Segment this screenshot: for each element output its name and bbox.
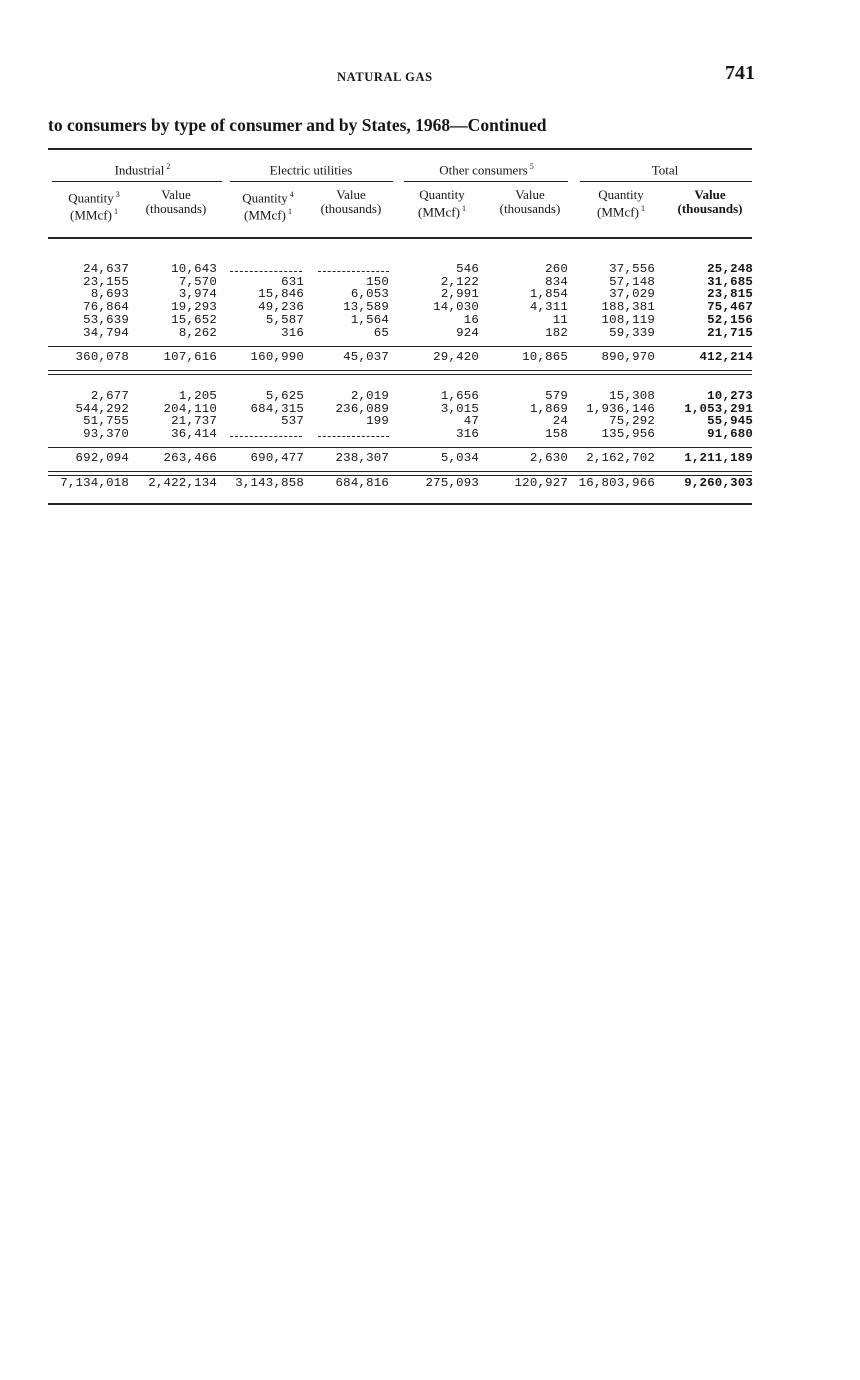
data-row-other-quantity: 1,656	[440, 389, 479, 403]
subtotal-row-industrial-value: 263,466	[163, 451, 217, 465]
data-row-total-quantity: 15,308	[609, 389, 655, 403]
data-row-other-value: 1,869	[529, 401, 568, 416]
subtotal-row-total-quantity: 890,970	[601, 350, 655, 364]
subtotal-row-other-value: 2,630	[529, 451, 568, 465]
running-head: NATURAL GAS	[337, 70, 433, 84]
data-row-total-quantity: 75,292	[609, 414, 655, 429]
section-double-rule-2a	[48, 471, 752, 472]
data-row-total-quantity: 108,119	[601, 312, 655, 327]
col-head-total-value: Value (thousands)	[677, 187, 743, 216]
data-row-total-value: 31,685	[707, 274, 753, 289]
data-row-other-quantity: 316	[456, 427, 479, 442]
subtotal-row-other-value: 10,865	[522, 350, 568, 364]
data-row-industrial-value: 1,205	[178, 389, 217, 403]
data-row-industrial-value: 10,643	[171, 262, 217, 276]
subtotal-row-industrial-value: 107,616	[163, 350, 217, 364]
group-rule-electric-utilities	[230, 181, 393, 182]
data-row-industrial-value: 36,414	[171, 427, 217, 442]
grand-total-row-industrial-quantity: 7,134,018	[60, 476, 129, 490]
data-row-total-value: 75,467	[707, 300, 753, 315]
subtotal-row-other-quantity: 5,034	[440, 451, 479, 465]
subtotal-row-industrial-quantity: 360,078	[75, 350, 129, 364]
data-row-electric-quantity: 15,846	[258, 287, 304, 302]
data-row-total-value: 1,053,291	[684, 401, 753, 416]
data-row-industrial-quantity: 8,693	[90, 287, 129, 302]
grand-total-row-electric-value: 684,816	[335, 476, 389, 490]
data-row-other-quantity: 3,015	[440, 401, 479, 416]
empty-cell-dashes	[230, 271, 302, 272]
data-row-total-value: 91,680	[707, 427, 753, 442]
data-row-industrial-quantity: 544,292	[75, 401, 129, 416]
grand-total-row-other-value: 120,927	[514, 476, 568, 490]
empty-cell-dashes	[230, 436, 302, 437]
subtotal-row-industrial-quantity: 692,094	[75, 451, 129, 465]
data-row-industrial-value: 7,570	[178, 274, 217, 289]
subtotal-row-total-value: 412,214	[699, 350, 753, 364]
data-row-other-value: 182	[545, 325, 568, 340]
data-row-other-value: 158	[545, 427, 568, 442]
data-row-industrial-quantity: 23,155	[83, 274, 129, 289]
data-row-electric-value: 13,589	[343, 300, 389, 315]
data-row-other-value: 1,854	[529, 287, 568, 302]
header-bottom-rule	[48, 237, 752, 239]
group-rule-other-consumers	[404, 181, 568, 182]
grand-total-row-total-value: 9,260,303	[684, 476, 753, 490]
data-row-other-quantity: 14,030	[433, 300, 479, 315]
data-row-electric-quantity: 316	[281, 325, 304, 340]
data-row-electric-quantity: 49,236	[258, 300, 304, 315]
col-head-other-quantity: Quantity (MMcf) $^1$	[418, 187, 466, 220]
data-row-industrial-value: 8,262	[178, 325, 217, 340]
col-head-electric-value: Value (thousands)	[320, 187, 382, 216]
group-header-electric-utilities: Electric utilities	[269, 162, 353, 178]
data-row-total-value: 55,945	[707, 414, 753, 429]
data-row-industrial-value: 21,737	[171, 414, 217, 429]
data-row-electric-value: 236,089	[335, 401, 389, 416]
page-number: 741	[725, 62, 755, 84]
data-row-total-quantity: 188,381	[601, 300, 655, 315]
data-row-total-quantity: 57,148	[609, 274, 655, 289]
col-head-industrial-quantity: Quantity $^3$ (MMcf) $^1$	[68, 190, 120, 223]
data-row-other-value: 11	[552, 312, 568, 327]
data-row-electric-quantity: 5,587	[265, 312, 304, 327]
data-row-electric-value: 199	[366, 414, 389, 429]
data-row-other-quantity: 546	[456, 262, 479, 276]
grand-total-row-electric-quantity: 3,143,858	[235, 476, 304, 490]
table-title: to consumers by type of consumer and by States, 1968—Continued	[48, 115, 547, 135]
subtotal-row-electric-quantity: 160,990	[250, 350, 304, 364]
section-double-rule-1b	[48, 374, 752, 375]
data-row-industrial-quantity: 2,677	[90, 389, 129, 403]
data-row-industrial-quantity: 93,370	[83, 427, 129, 442]
data-row-total-value: 23,815	[707, 287, 753, 302]
data-row-industrial-quantity: 76,864	[83, 300, 129, 315]
data-row-total-value: 21,715	[707, 325, 753, 340]
data-row-industrial-quantity: 51,755	[83, 414, 129, 429]
group-rule-industrial	[52, 181, 222, 182]
subtotal-row-total-quantity: 2,162,702	[586, 451, 655, 465]
col-head-electric-quantity: Quantity $^4$ (MMcf) $^1$	[242, 190, 294, 223]
data-row-industrial-quantity: 34,794	[83, 325, 129, 340]
data-row-industrial-value: 15,652	[171, 312, 217, 327]
data-row-total-value: 25,248	[707, 262, 753, 276]
data-row-other-value: 4,311	[529, 300, 568, 315]
data-row-other-quantity: 47	[463, 414, 479, 429]
col-head-other-value: Value (thousands)	[499, 187, 561, 216]
subtotal-row-electric-value: 238,307	[335, 451, 389, 465]
data-row-electric-quantity: 537	[281, 414, 304, 429]
data-row-industrial-value: 3,974	[178, 287, 217, 302]
data-row-other-value: 579	[545, 389, 568, 403]
subtotal-1-top-rule	[48, 346, 752, 347]
data-row-electric-quantity: 5,625	[265, 389, 304, 403]
col-head-total-quantity: Quantity (MMcf) $^1$	[597, 187, 645, 220]
data-row-total-quantity: 1,936,146	[586, 401, 655, 416]
data-row-electric-value: 1,564	[350, 312, 389, 327]
data-row-other-quantity: 2,122	[440, 274, 479, 289]
section-double-rule-1a	[48, 370, 752, 371]
data-row-electric-quantity: 631	[281, 274, 304, 289]
data-row-industrial-value: 19,293	[171, 300, 217, 315]
section-double-rule-2b	[48, 475, 752, 476]
data-row-total-quantity: 37,029	[609, 287, 655, 302]
data-row-other-quantity: 924	[456, 325, 479, 340]
group-header-industrial: Industrial $^2$	[114, 162, 171, 178]
table-bottom-rule	[48, 503, 752, 505]
grand-total-row-other-quantity: 275,093	[425, 476, 479, 490]
data-row-other-quantity: 16	[463, 312, 479, 327]
top-rule	[48, 148, 752, 150]
data-row-industrial-quantity: 53,639	[83, 312, 129, 327]
group-header-total: Total	[651, 162, 679, 178]
subtotal-2-top-rule	[48, 447, 752, 448]
data-row-electric-value: 150	[366, 274, 389, 289]
subtotal-row-other-quantity: 29,420	[433, 350, 479, 364]
group-header-other-consumers: Other consumers $^5$	[439, 162, 534, 178]
group-rule-total	[580, 181, 752, 182]
data-row-total-quantity: 135,956	[601, 427, 655, 442]
data-row-electric-value: 65	[373, 325, 389, 340]
data-row-total-value: 52,156	[707, 312, 753, 327]
grand-total-row-industrial-value: 2,422,134	[148, 476, 217, 490]
subtotal-row-electric-quantity: 690,477	[250, 451, 304, 465]
data-row-other-value: 260	[545, 262, 568, 276]
data-row-industrial-quantity: 24,637	[83, 262, 129, 276]
data-row-electric-value: 6,053	[350, 287, 389, 302]
col-head-industrial-value: Value (thousands)	[145, 187, 207, 216]
data-row-other-value: 24	[552, 414, 568, 429]
data-row-industrial-value: 204,110	[163, 401, 217, 416]
data-row-other-value: 834	[545, 274, 568, 289]
data-row-electric-quantity: 684,315	[250, 401, 304, 416]
data-row-total-quantity: 37,556	[609, 262, 655, 276]
data-row-total-quantity: 59,339	[609, 325, 655, 340]
subtotal-row-total-value: 1,211,189	[684, 451, 753, 465]
data-row-other-quantity: 2,991	[440, 287, 479, 302]
data-row-electric-value: 2,019	[350, 389, 389, 403]
data-row-total-value: 10,273	[707, 389, 753, 403]
subtotal-row-electric-value: 45,037	[343, 350, 389, 364]
grand-total-row-total-quantity: 16,803,966	[578, 476, 655, 490]
